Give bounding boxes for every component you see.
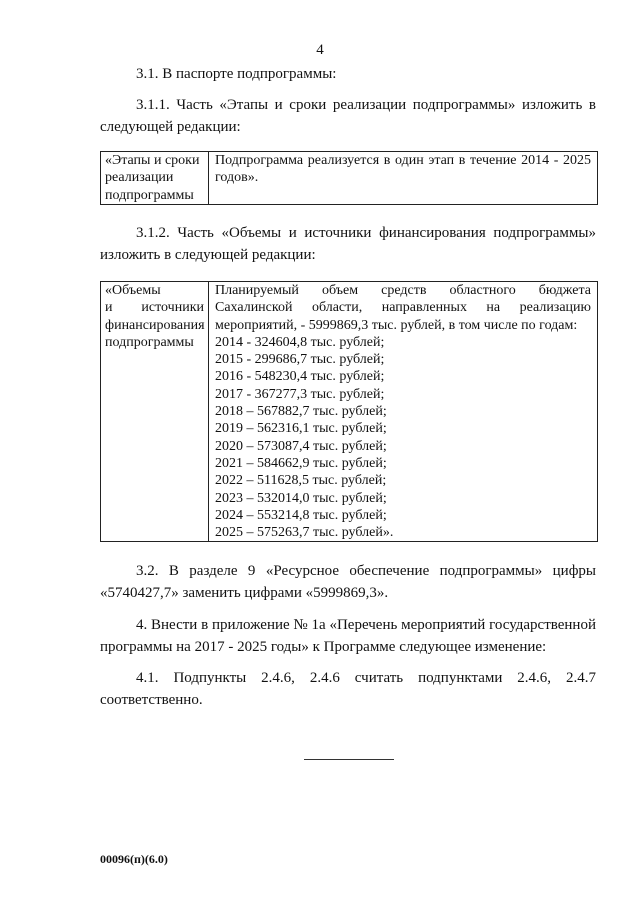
funding-year-line: 2022 – 511628,5 тыс. рублей; bbox=[215, 473, 387, 489]
table2-label-line: подпрограммы bbox=[105, 334, 194, 350]
funding-year-line: 2019 – 562316,1 тыс. рублей; bbox=[215, 421, 387, 437]
page-number: 4 bbox=[316, 42, 324, 58]
paragraph-3-1-1: 3.1.1. Часть «Этапы и сроки реализации подпрограммы» изложить в следующей редакции: bbox=[100, 97, 596, 135]
closing-rule bbox=[304, 759, 394, 760]
funding-year-line: 2014 - 324604,8 тыс. рублей; bbox=[215, 334, 385, 350]
paragraph-3-1: 3.1. В паспорте подпрограммы: bbox=[136, 66, 337, 82]
table1-label-cell bbox=[101, 152, 209, 204]
table2-label-line: и источники bbox=[105, 300, 204, 316]
table2-content-cell bbox=[209, 282, 597, 541]
table1-content-cell: Подпрограмма реализуется в один этап в течение 2014 - 2025 годов». bbox=[215, 153, 591, 186]
funding-intro: Планируемый объем средств областного бюджета Сахалинской области, направленных на реализацию мероприятий, - 5999869,3 тыс. рублей, в том числе по годам: bbox=[215, 283, 591, 333]
table1-label-line: реализации bbox=[105, 170, 174, 186]
table2-label-cell bbox=[101, 282, 209, 541]
funding-year-line: 2023 – 532014,0 тыс. рублей; bbox=[215, 490, 387, 506]
table-funding bbox=[100, 281, 598, 542]
paragraph-4: 4. Внести в приложение № 1а «Перечень мероприятий государственной программы на 2017 - 2025 годы» к Программе следующее изменение: bbox=[100, 617, 596, 655]
paragraph-4-1: 4.1. Подпункты 2.4.6, 2.4.6 считать подпунктами 2.4.6, 2.4.7 соответственно. bbox=[100, 670, 596, 708]
funding-year-line: 2016 - 548230,4 тыс. рублей; bbox=[215, 369, 385, 385]
funding-year-line: 2018 – 567882,7 тыс. рублей; bbox=[215, 404, 387, 420]
table-stages-terms bbox=[100, 151, 598, 205]
table2-label-line: «Объемы bbox=[105, 283, 161, 298]
funding-year-line: 2017 - 367277,3 тыс. рублей; bbox=[215, 386, 385, 402]
document-code: 00096(п)(6.0) bbox=[100, 852, 168, 866]
funding-year-line: 2015 - 299686,7 тыс. рублей; bbox=[215, 352, 385, 368]
funding-year-line: 2025 – 575263,7 тыс. рублей». bbox=[215, 525, 394, 541]
table1-label-line: подпрограммы bbox=[105, 187, 194, 203]
table2-label-line: финансирования bbox=[105, 317, 205, 333]
table1-label-line: «Этапы и сроки bbox=[105, 153, 200, 168]
funding-year-line: 2024 – 553214,8 тыс. рублей; bbox=[215, 507, 387, 523]
paragraph-3-2: 3.2. В разделе 9 «Ресурсное обеспечение подпрограммы» цифры «5740427,7» заменить цифрами «5999869,3». bbox=[100, 563, 596, 601]
paragraph-3-1-2: 3.1.2. Часть «Объемы и источники финансирования подпрограммы» изложить в следующей редакции: bbox=[100, 225, 596, 263]
funding-year-line: 2021 – 584662,9 тыс. рублей; bbox=[215, 455, 387, 471]
funding-year-line: 2020 – 573087,4 тыс. рублей; bbox=[215, 438, 387, 454]
